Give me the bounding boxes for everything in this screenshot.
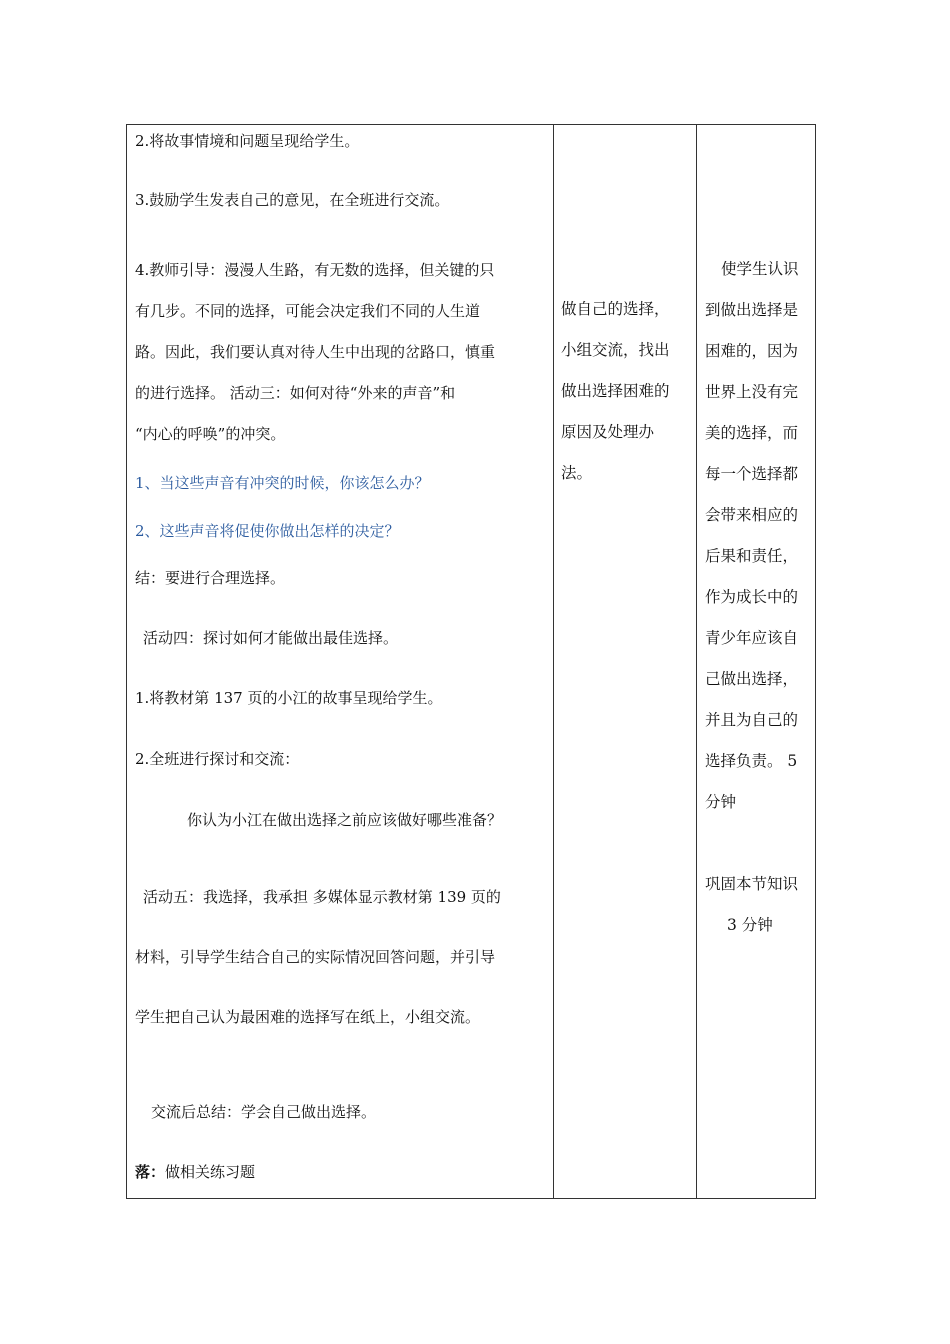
intent-line: 选择负责。 5 <box>705 752 798 770</box>
activity-5-line: 活动五：我选择，我承担 多媒体显示教材第 139 页的 <box>143 888 501 906</box>
guidance-line: 有几步。不同的选择，可能会决定我们不同的人生道 <box>135 302 481 320</box>
column-divider-2 <box>696 125 697 1198</box>
consolidate-label: 巩固本节知识 <box>705 875 799 893</box>
summary: 交流后总结：学会自己做出选择。 <box>151 1103 377 1121</box>
intent-line: 己做出选择， <box>705 670 799 688</box>
student-activity-line: 做自己的选择， <box>561 300 670 318</box>
intent-line: 世界上没有完 <box>705 383 799 401</box>
activity-4-step-2: 2.全班进行探讨和交流： <box>135 750 300 768</box>
intent-line: 到做出选择是 <box>705 301 799 319</box>
student-activity-line: 小组交流，找出 <box>561 341 670 359</box>
conclusion: 结：要进行合理选择。 <box>135 569 286 587</box>
practice <box>135 1162 255 1182</box>
practice-label: 落： <box>135 1163 166 1181</box>
design-intent-cell <box>705 249 811 946</box>
guidance-line: “内心的呼唤”的冲突。 <box>135 425 286 443</box>
step-3: 3.鼓励学生发表自己的意见，在全班进行交流。 <box>135 191 450 209</box>
student-activity-line: 原因及处理办 <box>561 423 655 441</box>
intent-line: 作为成长中的 <box>705 588 799 606</box>
intent-line: 使学生认识 <box>721 260 799 278</box>
activity-5-paragraph <box>135 867 501 1047</box>
column-divider-1 <box>553 125 554 1198</box>
intent-line: 青少年应该自 <box>705 629 799 647</box>
intent-line: 美的选择，而 <box>705 424 799 442</box>
intent-line: 会带来相应的 <box>705 506 799 524</box>
intent-line: 分钟 <box>705 793 737 811</box>
activity-5-line: 学生把自己认为最困难的选择写在纸上，小组交流。 <box>135 1008 481 1026</box>
intent-line: 并且为自己的 <box>705 711 799 729</box>
student-activity-line: 做出选择困难的 <box>561 382 670 400</box>
student-activity-line: 法。 <box>561 464 593 482</box>
question-2: 2、这些声音将促使你做出怎样的决定？ <box>135 522 400 540</box>
activity-4-heading: 活动四：探讨如何才能做出最佳选择。 <box>143 629 399 647</box>
student-activity-cell <box>561 289 689 494</box>
intent-line: 困难的，因为 <box>705 342 799 360</box>
intent-line: 后果和责任， <box>705 547 799 565</box>
activity-4-question: 你认为小江在做出选择之前应该做好哪些准备？ <box>187 811 503 829</box>
activity-4-step-1: 1.将教材第 137 页的小江的故事呈现给学生。 <box>135 689 443 707</box>
guidance-line: 4.教师引导：漫漫人生路，有无数的选择，但关键的只 <box>135 261 495 279</box>
question-1: 1、当这些声音有冲突的时候，你该怎么办？ <box>135 474 430 492</box>
lesson-table <box>126 124 816 1199</box>
step-2: 2.将故事情境和问题呈现给学生。 <box>135 132 360 150</box>
guidance-line: 的进行选择。 活动三：如何对待“外来的声音”和 <box>135 384 456 402</box>
guidance-line: 路。因此，我们要认真对待人生中出现的岔路口，慎重 <box>135 343 496 361</box>
intent-line: 每一个选择都 <box>705 465 799 483</box>
practice-text: 做相关练习题 <box>165 1163 256 1181</box>
consolidate-time: 3 分钟 <box>727 916 773 934</box>
teacher-guidance-paragraph <box>135 250 495 455</box>
activity-5-line: 材料，引导学生结合自己的实际情况回答问题，并引导 <box>135 948 496 966</box>
